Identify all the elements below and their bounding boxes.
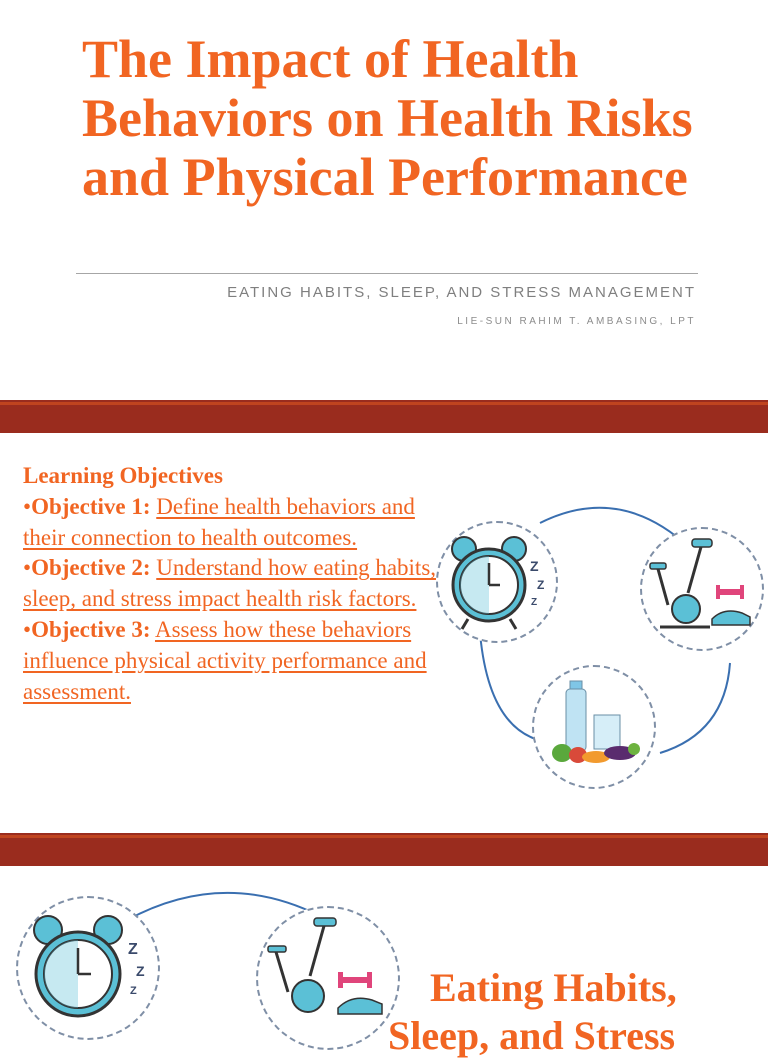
presentation-author: LIE-SUN RAHIM T. AMBASING, LPT <box>457 316 696 327</box>
exercise-bike-icon <box>262 912 396 1022</box>
objective-item: •Objective 1: Define health behaviors and their connection to health outcomes. <box>23 493 415 550</box>
objective-text[interactable]: Understand how eating habits, sleep, and stress impact health risk factors. <box>23 555 437 612</box>
objective-text[interactable]: Define health behaviors and their connection to health outcomes. <box>23 493 415 550</box>
vegetables-icon <box>548 733 644 773</box>
presentation-title: The Impact of Health Behaviors on Health Risks and Physical Performance <box>82 29 693 207</box>
svg-text:Z: Z <box>128 941 138 958</box>
alarm-clock-icon <box>442 527 552 637</box>
objective-item: •Objective 3: Assess how these behaviors influence physical activity performance and assessment. <box>23 616 427 704</box>
objectives-heading: Learning Objectives <box>23 463 223 488</box>
slide-separator <box>0 833 768 866</box>
svg-text:Z: Z <box>136 963 145 979</box>
title-divider <box>76 273 698 274</box>
slide-separator <box>0 400 768 433</box>
objectives-slide <box>0 433 768 833</box>
objective-label: Objective 1: <box>31 493 151 519</box>
section-slide <box>0 866 768 1058</box>
exercise-bike-icon <box>646 533 760 643</box>
section-title-line2: Sleep, and Stress <box>388 1013 676 1058</box>
svg-text:Z: Z <box>530 558 539 574</box>
objectives-list <box>23 461 441 707</box>
svg-text:Z: Z <box>537 578 545 592</box>
section-title-line1: Eating Habits, <box>430 965 677 1010</box>
svg-text:Z: Z <box>531 597 538 608</box>
objective-label: Objective 2: <box>31 555 151 581</box>
svg-text:Z: Z <box>130 985 137 997</box>
presentation-subtitle: EATING HABITS, SLEEP, AND STRESS MANAGEMENT <box>227 284 696 301</box>
objective-item: •Objective 2: Understand how eating habits, sleep, and stress impact health risk factors. <box>23 555 437 612</box>
objective-text[interactable]: Assess how these behaviors influence physical activity performance and assessment. <box>23 616 427 704</box>
objective-label: Objective 3: <box>31 616 151 642</box>
alarm-clock-icon <box>24 904 154 1024</box>
title-slide <box>0 0 768 400</box>
